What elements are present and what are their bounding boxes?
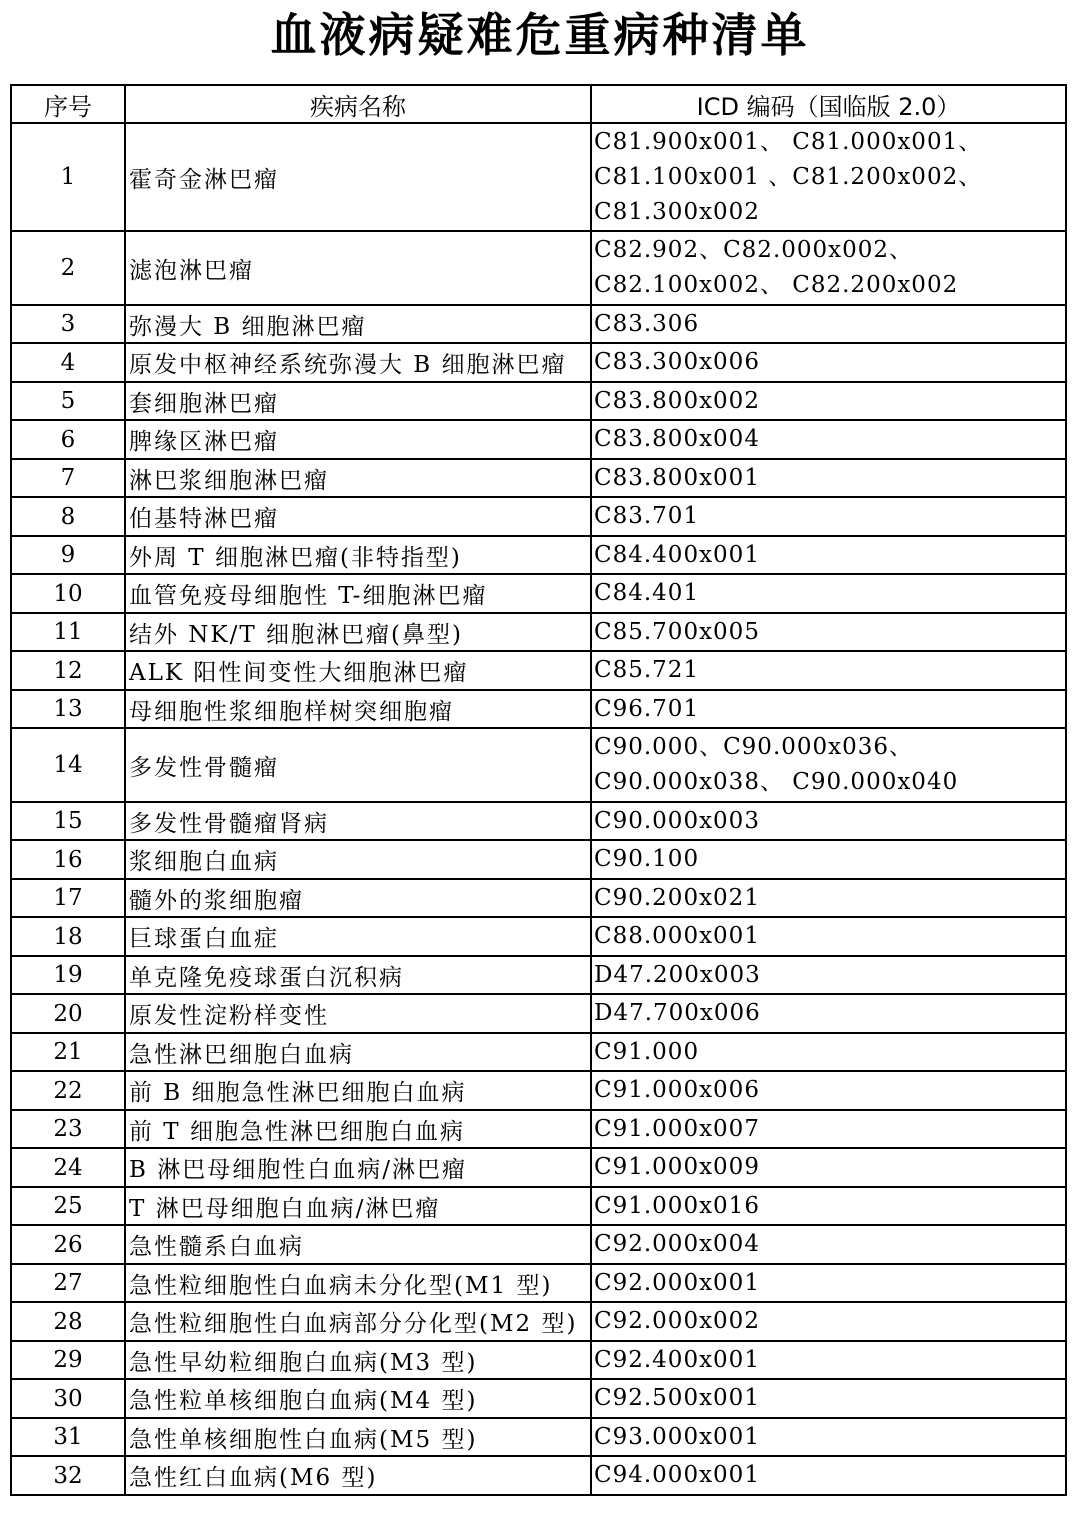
table-row (11, 459, 1066, 497)
row-index: 18 (11, 917, 125, 956)
table-row (11, 536, 1066, 574)
disease-name: 单克隆免疫球蛋白沉积病 (125, 956, 591, 994)
icd-code: C90.000x003 (591, 802, 1066, 840)
icd-code: C92.500x001 (591, 1379, 1066, 1418)
icd-code: C91.000x007 (591, 1110, 1066, 1148)
icd-code: C81.900x001、 C81.000x001、 C81.100x001 、C81.200x002、 C81.300x002 (591, 123, 1066, 231)
disease-name: 急性髓系白血病 (125, 1225, 591, 1264)
row-index: 17 (11, 879, 125, 917)
table-header-row (11, 85, 1066, 123)
row-index: 1 (11, 123, 125, 231)
icd-code: C92.000x001 (591, 1264, 1066, 1302)
disease-name: 急性红白血病(M6 型) (125, 1456, 591, 1495)
header-disease-name: 疾病名称 (125, 85, 591, 123)
table-body (11, 123, 1066, 1495)
icd-code: C91.000x016 (591, 1187, 1066, 1225)
row-index: 13 (11, 690, 125, 728)
row-index: 29 (11, 1341, 125, 1379)
disease-name: 弥漫大 B 细胞淋巴瘤 (125, 305, 591, 343)
icd-code: C83.800x002 (591, 382, 1066, 420)
table-row (11, 1456, 1066, 1495)
row-index: 9 (11, 536, 125, 574)
icd-code: C92.400x001 (591, 1341, 1066, 1379)
icd-code: C96.701 (591, 690, 1066, 728)
disease-name: 霍奇金淋巴瘤 (125, 123, 591, 231)
table-row (11, 231, 1066, 305)
disease-name: 急性粒细胞性白血病部分分化型(M2 型) (125, 1302, 591, 1341)
row-index: 12 (11, 651, 125, 690)
disease-name: 巨球蛋白血症 (125, 917, 591, 956)
disease-name: 多发性骨髓瘤 (125, 728, 591, 802)
table-row (11, 1341, 1066, 1379)
row-index: 23 (11, 1110, 125, 1148)
table-row (11, 305, 1066, 343)
table-row (11, 1418, 1066, 1456)
disease-name: 髓外的浆细胞瘤 (125, 879, 591, 917)
icd-code: D47.200x003 (591, 956, 1066, 994)
disease-name: 急性粒细胞性白血病未分化型(M1 型) (125, 1264, 591, 1302)
disease-name: 急性早幼粒细胞白血病(M3 型) (125, 1341, 591, 1379)
icd-code: C84.400x001 (591, 536, 1066, 574)
table-row (11, 690, 1066, 728)
row-index: 28 (11, 1302, 125, 1341)
table-row (11, 1264, 1066, 1302)
disease-table (10, 84, 1067, 1496)
disease-name: 滤泡淋巴瘤 (125, 231, 591, 305)
table-row (11, 613, 1066, 651)
table-row (11, 1033, 1066, 1071)
table-row (11, 1110, 1066, 1148)
row-index: 4 (11, 343, 125, 382)
table-row (11, 123, 1066, 231)
icd-code: C83.800x004 (591, 420, 1066, 459)
row-index: 21 (11, 1033, 125, 1071)
row-index: 25 (11, 1187, 125, 1225)
disease-name: 脾缘区淋巴瘤 (125, 420, 591, 459)
disease-name: 母细胞性浆细胞样树突细胞瘤 (125, 690, 591, 728)
table-row (11, 840, 1066, 879)
table-row (11, 651, 1066, 690)
disease-name: 淋巴浆细胞淋巴瘤 (125, 459, 591, 497)
icd-code: C85.700x005 (591, 613, 1066, 651)
icd-code: C94.000x001 (591, 1456, 1066, 1495)
icd-code: C84.401 (591, 574, 1066, 613)
table-row (11, 728, 1066, 802)
disease-name: ALK 阳性间变性大细胞淋巴瘤 (125, 651, 591, 690)
icd-code: C90.100 (591, 840, 1066, 879)
disease-name: 前 T 细胞急性淋巴细胞白血病 (125, 1110, 591, 1148)
table-row (11, 420, 1066, 459)
icd-code: C92.000x002 (591, 1302, 1066, 1341)
icd-code: C91.000x006 (591, 1071, 1066, 1110)
disease-name: T 淋巴母细胞白血病/淋巴瘤 (125, 1187, 591, 1225)
table-row (11, 917, 1066, 956)
row-index: 2 (11, 231, 125, 305)
table-row (11, 1379, 1066, 1418)
disease-name: 伯基特淋巴瘤 (125, 497, 591, 536)
icd-code: D47.700x006 (591, 994, 1066, 1033)
table-row (11, 802, 1066, 840)
row-index: 10 (11, 574, 125, 613)
icd-code: C88.000x001 (591, 917, 1066, 956)
row-index: 26 (11, 1225, 125, 1264)
header-icd-code: ICD 编码（国临版 2.0） (591, 85, 1066, 123)
row-index: 27 (11, 1264, 125, 1302)
disease-name: 急性粒单核细胞白血病(M4 型) (125, 1379, 591, 1418)
disease-name: 外周 T 细胞淋巴瘤(非特指型) (125, 536, 591, 574)
row-index: 5 (11, 382, 125, 420)
icd-code: C85.721 (591, 651, 1066, 690)
icd-code: C83.800x001 (591, 459, 1066, 497)
disease-name: 急性单核细胞性白血病(M5 型) (125, 1418, 591, 1456)
disease-name: 急性淋巴细胞白血病 (125, 1033, 591, 1071)
disease-name: 结外 NK/T 细胞淋巴瘤(鼻型) (125, 613, 591, 651)
table-row (11, 994, 1066, 1033)
disease-name: 浆细胞白血病 (125, 840, 591, 879)
table-row (11, 879, 1066, 917)
table-row (11, 1148, 1066, 1187)
row-index: 3 (11, 305, 125, 343)
icd-code: C83.306 (591, 305, 1066, 343)
icd-code: C93.000x001 (591, 1418, 1066, 1456)
row-index: 22 (11, 1071, 125, 1110)
row-index: 31 (11, 1418, 125, 1456)
row-index: 11 (11, 613, 125, 651)
disease-name: 多发性骨髓瘤肾病 (125, 802, 591, 840)
disease-name: 原发中枢神经系统弥漫大 B 细胞淋巴瘤 (125, 343, 591, 382)
table-row (11, 574, 1066, 613)
disease-name: 套细胞淋巴瘤 (125, 382, 591, 420)
table-row (11, 1071, 1066, 1110)
row-index: 15 (11, 802, 125, 840)
table-row (11, 1225, 1066, 1264)
disease-name: 血管免疫母细胞性 T-细胞淋巴瘤 (125, 574, 591, 613)
row-index: 8 (11, 497, 125, 536)
row-index: 6 (11, 420, 125, 459)
header-index: 序号 (11, 85, 125, 123)
table-row (11, 1302, 1066, 1341)
row-index: 16 (11, 840, 125, 879)
row-index: 19 (11, 956, 125, 994)
row-index: 24 (11, 1148, 125, 1187)
table-row (11, 382, 1066, 420)
row-index: 30 (11, 1379, 125, 1418)
icd-code: C90.200x021 (591, 879, 1066, 917)
page-title: 血液病疑难危重病种清单 (270, 8, 810, 62)
icd-code: C83.300x006 (591, 343, 1066, 382)
row-index: 7 (11, 459, 125, 497)
table-row (11, 343, 1066, 382)
disease-name: 前 B 细胞急性淋巴细胞白血病 (125, 1071, 591, 1110)
row-index: 20 (11, 994, 125, 1033)
disease-name: 原发性淀粉样变性 (125, 994, 591, 1033)
disease-name: B 淋巴母细胞性白血病/淋巴瘤 (125, 1148, 591, 1187)
icd-code: C92.000x004 (591, 1225, 1066, 1264)
icd-code: C83.701 (591, 497, 1066, 536)
icd-code: C82.902、C82.000x002、C82.100x002、 C82.200x002 (591, 231, 1066, 305)
table-row (11, 956, 1066, 994)
icd-code: C91.000 (591, 1033, 1066, 1071)
icd-code: C91.000x009 (591, 1148, 1066, 1187)
table-row (11, 497, 1066, 536)
row-index: 14 (11, 728, 125, 802)
icd-code: C90.000、C90.000x036、C90.000x038、 C90.000x040 (591, 728, 1066, 802)
row-index: 32 (11, 1456, 125, 1495)
table-row (11, 1187, 1066, 1225)
